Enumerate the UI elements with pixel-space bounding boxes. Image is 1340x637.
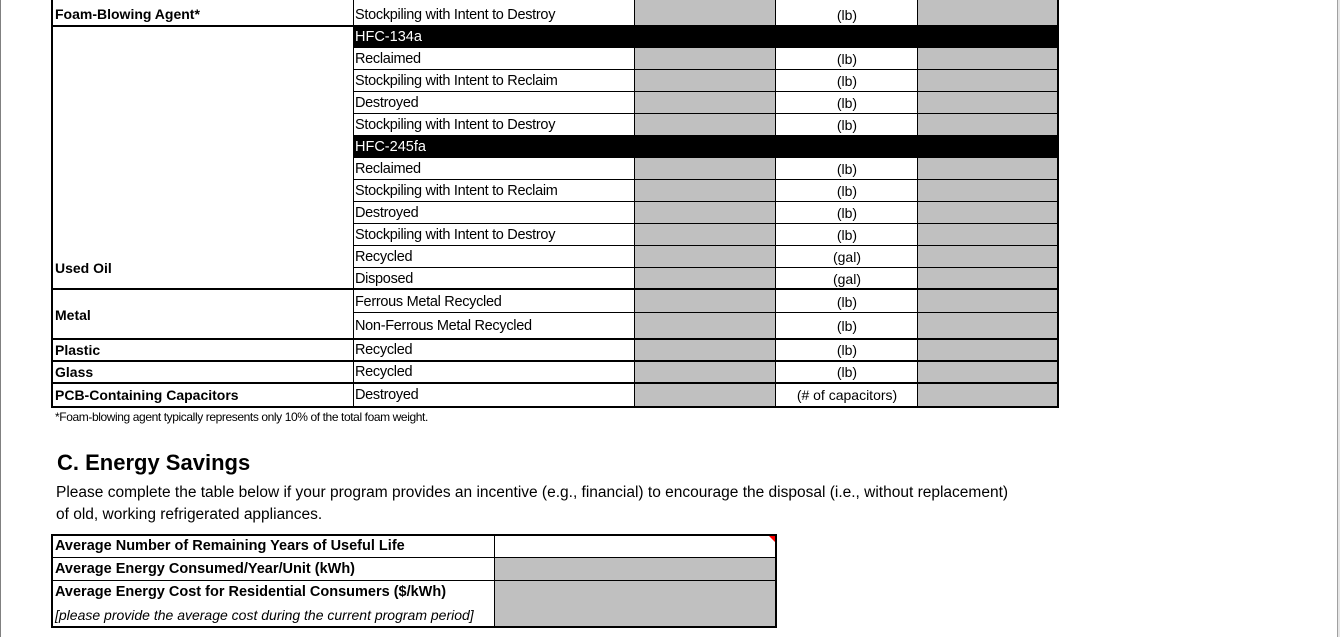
activity-label: Disposed: [355, 270, 414, 287]
unit-label: (lb): [836, 117, 858, 133]
energy-consumed-input[interactable]: [495, 557, 776, 580]
unit-label: (lb): [836, 161, 858, 177]
category-label: Glass: [55, 364, 94, 380]
notes-input[interactable]: [918, 361, 1058, 383]
quantity-input[interactable]: [635, 4, 776, 26]
notes-input[interactable]: [918, 70, 1058, 92]
notes-input[interactable]: [918, 180, 1058, 202]
notes-input[interactable]: [918, 158, 1058, 180]
notes-input[interactable]: [918, 114, 1058, 136]
activity-label: Destroyed: [355, 387, 419, 403]
quantity-input[interactable]: [635, 114, 776, 136]
unit-label: (lb): [836, 95, 858, 111]
activity-label: Ferrous Metal Recycled: [355, 293, 502, 310]
quantity-input[interactable]: [635, 246, 776, 268]
activity-label: Destroyed: [355, 205, 419, 221]
energy-cost-label: Average Energy Cost for Residential Consumers ($/kWh): [55, 583, 447, 600]
quantity-input[interactable]: [635, 48, 776, 70]
unit-label: (gal): [832, 249, 861, 265]
substance-header: HFC-134a: [354, 26, 1058, 48]
unit-label: (lb): [836, 7, 858, 23]
quantity-input[interactable]: [635, 313, 776, 339]
activity-label: Stockpiling with Intent to Reclaim: [355, 183, 558, 199]
activity-label: Destroyed: [355, 95, 419, 111]
substance-header: HFC-245fa: [354, 136, 1058, 158]
unit-label: (lb): [836, 183, 858, 199]
notes-input[interactable]: [918, 246, 1058, 268]
activity-label: Reclaimed: [355, 51, 421, 67]
activity-label: Reclaimed: [355, 161, 421, 177]
quantity-input[interactable]: [635, 158, 776, 180]
quantity-input[interactable]: [635, 70, 776, 92]
activity-label: Recycled: [355, 249, 413, 265]
quantity-input[interactable]: [635, 268, 776, 289]
category-label: Metal: [55, 306, 91, 323]
unit-label: (lb): [836, 227, 858, 243]
energy-cost-note: [please provide the average cost during the current program period]: [55, 606, 474, 623]
notes-input[interactable]: [918, 92, 1058, 114]
window-left-edge: [0, 0, 1, 637]
category-label: Foam-Blowing Agent*: [55, 6, 200, 22]
quantity-input[interactable]: [635, 224, 776, 246]
unit-label: (gal): [832, 270, 861, 287]
notes-input[interactable]: [918, 4, 1058, 26]
quantity-input[interactable]: [635, 339, 776, 361]
remaining-life-input[interactable]: [495, 535, 776, 557]
notes-input[interactable]: [918, 290, 1058, 313]
unit-label: (# of capacitors): [796, 387, 898, 403]
quantity-input[interactable]: [635, 92, 776, 114]
energy-consumed-label: Average Energy Consumed/Year/Unit (kWh): [55, 560, 356, 577]
notes-input[interactable]: [918, 202, 1058, 224]
activity-label: Stockpiling with Intent to Destroy: [355, 117, 556, 133]
quantity-input[interactable]: [635, 361, 776, 383]
activity-label: Stockpiling with Intent to Destroy: [355, 7, 556, 23]
unit-label: (lb): [836, 205, 858, 221]
unit-label: (lb): [836, 318, 858, 334]
unit-label: (lb): [836, 364, 858, 380]
unit-label: (lb): [836, 73, 858, 89]
unit-label: (lb): [836, 342, 858, 358]
remaining-life-label: Average Number of Remaining Years of Useful Life: [55, 538, 405, 554]
quantity-input[interactable]: [635, 383, 776, 407]
quantity-input[interactable]: [635, 202, 776, 224]
activity-label: Recycled: [355, 342, 413, 358]
section-title: C. Energy Savings: [57, 450, 251, 475]
activity-label: Recycled: [355, 364, 413, 380]
quantity-input[interactable]: [635, 290, 776, 313]
footnote: *Foam-blowing agent typically represents only 10% of the total foam weight.: [55, 410, 428, 424]
energy-cost-input[interactable]: [495, 580, 776, 626]
unit-label: (lb): [836, 51, 858, 67]
category-label: Used Oil: [55, 259, 112, 276]
category-label: Plastic: [55, 342, 101, 358]
activity-label: Stockpiling with Intent to Reclaim: [355, 73, 558, 89]
notes-input[interactable]: [918, 383, 1058, 407]
activity-label: Stockpiling with Intent to Destroy: [355, 227, 556, 243]
instructions-text: Please complete the table below if your program provides an incentive (e.g., financial) to encourage the disposal (i.e., without replacement) of old, working refrigerated appliances.: [56, 484, 1009, 523]
notes-input[interactable]: [918, 48, 1058, 70]
notes-input[interactable]: [918, 339, 1058, 361]
unit-label: (lb): [836, 293, 858, 310]
notes-input[interactable]: [918, 268, 1058, 289]
activity-label: Non-Ferrous Metal Recycled: [355, 318, 532, 334]
category-label: PCB-Containing Capacitors: [55, 387, 239, 403]
quantity-input[interactable]: [635, 180, 776, 202]
notes-input[interactable]: [918, 224, 1058, 246]
notes-input[interactable]: [918, 313, 1058, 339]
